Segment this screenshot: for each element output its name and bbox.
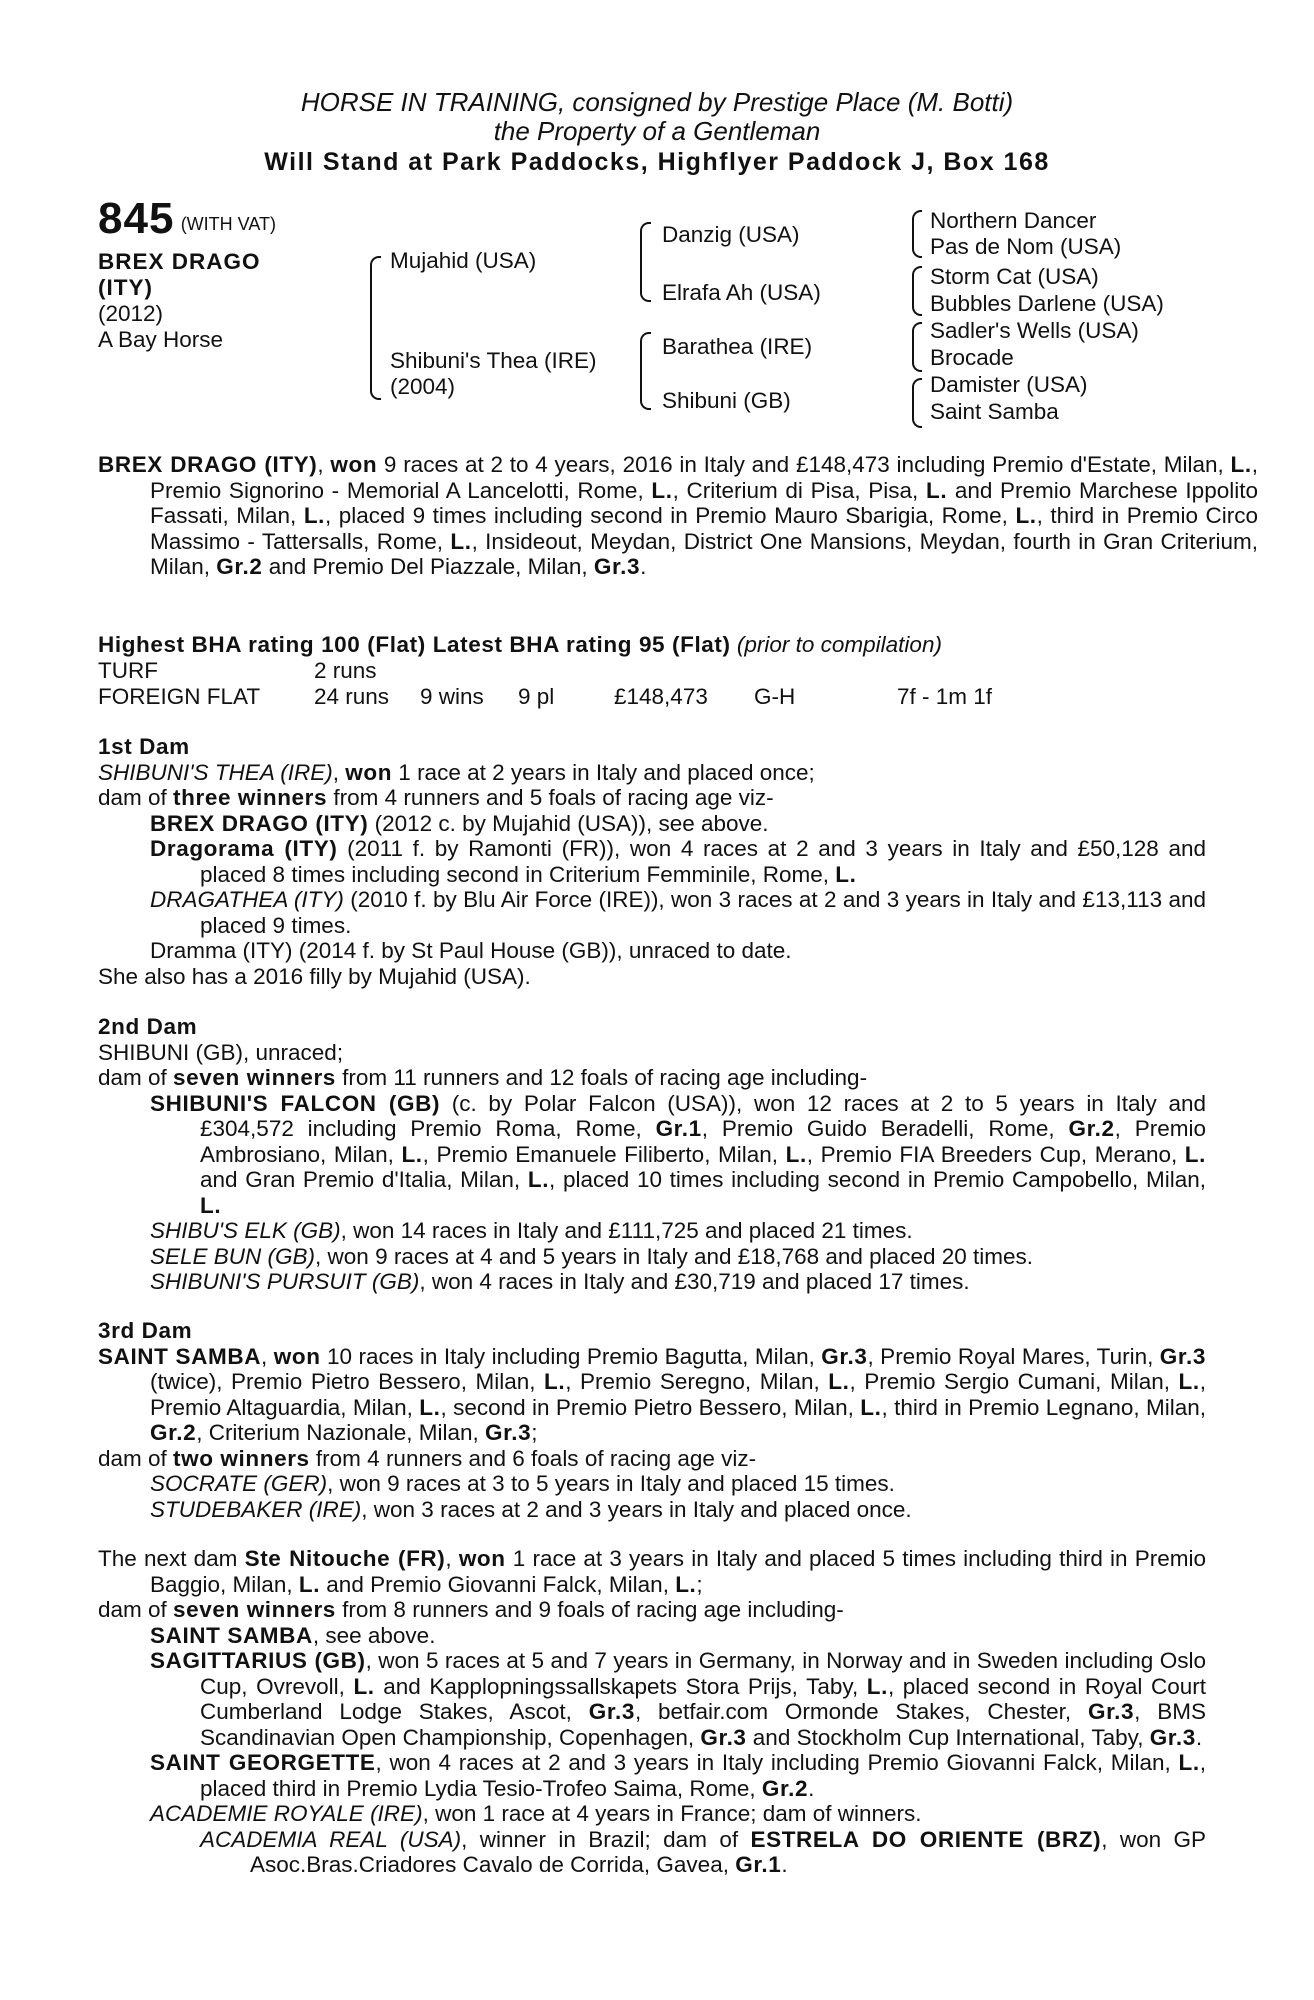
- text-run: L.: [544, 1369, 566, 1394]
- text-run: SAGITTARIUS (GB): [150, 1648, 366, 1673]
- pedigree-brace: [912, 266, 922, 316]
- paragraph: [150, 1648, 1206, 1750]
- sire-dam: Elrafa Ah (USA): [662, 280, 821, 305]
- text-run: Gr.3: [821, 1343, 868, 1369]
- text-run: Gr.3: [588, 1699, 635, 1724]
- paragraph: [150, 1218, 1206, 1244]
- text-run: , BMS Scandinavian Open Championship, Copenhagen,: [200, 1699, 1206, 1750]
- paragraph: [150, 1244, 1206, 1270]
- text-run: SAINT GEORGETTE: [150, 1750, 376, 1775]
- text-run: from 4 runners and 6 foals of racing age viz-: [309, 1445, 757, 1471]
- property-line: the Property of a Gentleman: [493, 116, 821, 146]
- text-run: , second in Premio Pietro Bessero, Milan,: [440, 1394, 861, 1420]
- text-run: , won GP Asoc.Bras.Criadores Cavalo de Corrida, Gavea,: [250, 1826, 1207, 1877]
- text-run: (2010 f. by Blu Air Force (IRE)), won 3 races at 2 and 3 years in Italy and £13,113 and placed 9 times.: [200, 887, 1206, 938]
- text-run: L.: [1178, 1750, 1200, 1775]
- lot-info: [98, 194, 368, 353]
- text-run: , Premio Signorino - Memorial A Lancelotti, Rome,: [150, 452, 1258, 503]
- text-run: ,: [445, 1546, 459, 1571]
- text-run: L.: [860, 1394, 882, 1420]
- text-run: and Premio Del Piazzale, Milan,: [262, 554, 594, 579]
- sire: Mujahid (USA): [390, 248, 537, 273]
- text-run: , placed second in Royal Court Cumberland Lodge Stakes, Ascot,: [200, 1673, 1206, 1724]
- text-run: , see above.: [312, 1622, 436, 1648]
- text-run: L.: [353, 1673, 375, 1699]
- text-run: , Premio Royal Mares, Turin,: [867, 1343, 1160, 1369]
- text-run: dam of: [98, 1065, 174, 1090]
- text-run: , third in Premio Legnano, Milan,: [881, 1394, 1206, 1420]
- foaling-year: (2012): [98, 301, 164, 326]
- text-run: dam of: [98, 1597, 174, 1622]
- pedigree-ss-sire: Northern Dancer: [930, 208, 1097, 233]
- text-run: (2011 f. by Ramonti (FR)), won 4 races at 2 and 3 years in Italy and £50,128 and placed 8 times including second in Criterium Femminile, Rome,: [200, 836, 1206, 887]
- text-run: L.: [419, 1394, 441, 1420]
- record-wins: 9 wins: [420, 684, 484, 709]
- next-dam-section: [98, 1546, 1206, 1878]
- text-run: , won 5 races at 5 and 7 years in Germany, in Norway and in Sweden including Oslo Cup, Ovrevoll,: [200, 1648, 1206, 1699]
- dam: Shibuni's Thea (IRE): [390, 348, 597, 373]
- text-run: , Premio Guido Beradelli, Rome,: [701, 1116, 1069, 1141]
- paragraph: [150, 1497, 1206, 1523]
- text-run: L.: [651, 477, 673, 503]
- text-run: , placed 9 times including second in Premio Mauro Sbarigia, Rome,: [325, 503, 1016, 528]
- text-run: L.: [785, 1141, 807, 1167]
- record-going: G-H: [754, 684, 796, 709]
- text-run: , Insideout, Meydan, District One Mansions, Meydan, fourth in Gran Criterium, Milan,: [150, 528, 1258, 579]
- paragraph: [150, 836, 1206, 887]
- text-run: .: [1195, 1724, 1203, 1750]
- record-runs: 24 runs: [314, 684, 390, 709]
- dam-sire: Barathea (IRE): [662, 334, 813, 359]
- text-run: L.: [1230, 452, 1252, 477]
- dam-year: (2004): [390, 374, 456, 399]
- text-run: .: [640, 554, 647, 579]
- race-summary: [98, 452, 1258, 580]
- text-run: SHIBU'S ELK (GB): [150, 1218, 341, 1243]
- text-run: ,: [332, 759, 346, 785]
- text-run: (prior to compilation): [736, 632, 942, 657]
- horse-country: (ITY): [98, 275, 153, 300]
- paragraph: [150, 1091, 1206, 1219]
- text-run: L.: [925, 477, 948, 503]
- paragraph: [98, 785, 1206, 811]
- dam-dam: Shibuni (GB): [662, 388, 791, 413]
- text-run: She also has a 2016 filly by Mujahid (USA).: [98, 963, 531, 989]
- text-run: seven winners: [173, 1065, 336, 1090]
- text-run: Gr.3: [1159, 1343, 1206, 1369]
- text-run: , won 9 races at 3 to 5 years in Italy and placed 15 times.: [327, 1471, 895, 1496]
- text-run: L.: [1178, 1369, 1200, 1394]
- text-run: 1 race at 3 years in Italy and placed 5 times including third in Premio Baggio, Milan,: [150, 1546, 1206, 1597]
- text-run: , betfair.com Ormonde Stakes, Chester,: [634, 1699, 1088, 1724]
- text-run: ;: [696, 1571, 703, 1597]
- text-run: , won 1 race at 4 years in France; dam of winners.: [422, 1801, 922, 1826]
- paragraph: [150, 1801, 1206, 1827]
- third-dam-section: [98, 1318, 1206, 1522]
- text-run: STUDEBAKER (IRE): [150, 1496, 362, 1522]
- text-run: three winners: [173, 785, 328, 810]
- text-run: ;: [531, 1420, 538, 1445]
- text-run: , won 9 races at 4 and 5 years in Italy and £18,768 and placed 20 times.: [315, 1243, 1034, 1269]
- text-run: .: [808, 1775, 815, 1801]
- text-run: L.: [298, 1571, 321, 1597]
- text-run: , won 14 races in Italy and £111,725 and placed 21 times.: [340, 1218, 913, 1243]
- text-run: from 11 runners and 12 foals of racing age including-: [335, 1065, 868, 1090]
- text-run: and Kapplopningssallskapets Stora Prijs, Taby,: [374, 1673, 867, 1699]
- text-run: , placed 10 times including second in Premio Campobello, Milan,: [549, 1167, 1206, 1192]
- pedigree-ds-sire: Sadler's Wells (USA): [930, 318, 1139, 343]
- paragraph: [150, 938, 1206, 964]
- text-run: , won 4 races in Italy and £30,719 and placed 17 times.: [419, 1269, 970, 1294]
- text-run: BREX DRAGO (ITY): [150, 810, 369, 836]
- text-run: and Gran Premio d'Italia, Milan,: [200, 1167, 528, 1192]
- paragraph: [150, 887, 1206, 938]
- text-run: Gr.2: [1068, 1116, 1115, 1141]
- pedigree-brace: [640, 332, 651, 410]
- text-run: L.: [1184, 1141, 1206, 1167]
- text-run: ESTRELA DO ORIENTE (BRZ): [750, 1826, 1102, 1852]
- pedigree-dd-dam: Saint Samba: [930, 399, 1059, 424]
- text-run: seven winners: [173, 1597, 336, 1622]
- paragraph: [200, 1827, 1206, 1878]
- pedigree-sd-sire: Storm Cat (USA): [930, 264, 1099, 289]
- text-run: SHIBUNI'S THEA (IRE): [98, 759, 333, 785]
- text-run: Ste Nitouche (FR): [244, 1546, 446, 1571]
- text-run: 9 races at 2 to 4 years, 2016 in Italy and £148,473 including Premio d'Estate, Milan,: [377, 452, 1231, 477]
- pedigree-sd-dam: Bubbles Darlene (USA): [930, 291, 1164, 316]
- text-run: and Stockholm Cup International, Taby,: [746, 1724, 1150, 1750]
- text-run: (twice), Premio Pietro Bessero, Milan,: [150, 1369, 545, 1394]
- text-run: L.: [450, 528, 472, 554]
- pedigree-brace: [912, 378, 922, 428]
- text-run: L.: [866, 1673, 888, 1699]
- text-run: 10 races in Italy including Premio Bagutta, Milan,: [320, 1343, 822, 1369]
- text-run: ACADEMIE ROYALE (IRE): [150, 1801, 423, 1826]
- text-run: , Premio Sergio Cumani, Milan,: [849, 1369, 1179, 1394]
- paragraph: [98, 1344, 1206, 1446]
- paragraph: [98, 1065, 1206, 1091]
- paragraph: [98, 1597, 1206, 1623]
- text-run: , Premio Seregno, Milan,: [565, 1369, 829, 1394]
- section-heading: 2nd Dam: [98, 1014, 198, 1039]
- text-run: ACADEMIA REAL (USA): [200, 1826, 462, 1852]
- text-run: from 4 runners and 5 foals of racing age viz-: [327, 785, 774, 810]
- text-run: BREX DRAGO (ITY): [98, 452, 318, 477]
- text-run: two winners: [173, 1445, 310, 1471]
- text-run: , placed third in Premio Lydia Tesio-Trofeo Saima, Rome,: [200, 1750, 1206, 1801]
- text-run: won: [330, 452, 378, 477]
- paragraph: [98, 760, 1206, 786]
- text-run: , won 4 races at 2 and 3 years in Italy including Premio Giovanni Falck, Milan,: [375, 1750, 1179, 1775]
- text-run: Gr.2: [216, 554, 263, 579]
- text-run: L.: [200, 1192, 222, 1218]
- paragraph: [150, 1471, 1206, 1497]
- text-run: , Premio FIA Breeders Cup, Merano,: [806, 1141, 1185, 1167]
- record-earnings: £148,473: [614, 684, 708, 709]
- vat-note: (WITH VAT): [180, 214, 276, 234]
- paragraph: [98, 1546, 1206, 1597]
- pedigree-dd-sire: Damister (USA): [930, 372, 1088, 397]
- text-run: Gr.1: [655, 1116, 702, 1141]
- text-run: and Premio Giovanni Falck, Milan,: [320, 1571, 676, 1597]
- section-heading: 3rd Dam: [98, 1318, 193, 1343]
- text-run: won: [345, 759, 393, 785]
- paragraph: [150, 1750, 1206, 1801]
- consignor-line: HORSE IN TRAINING, consigned by Prestige Place (M. Botti): [300, 87, 1014, 117]
- text-run: Gr.2: [761, 1775, 809, 1801]
- pedigree-brace: [370, 256, 381, 400]
- text-run: L.: [303, 503, 326, 528]
- paragraph: [150, 1623, 1206, 1649]
- section-heading: 1st Dam: [98, 734, 190, 759]
- text-run: , Criterium di Pisa, Pisa,: [672, 477, 926, 503]
- text-run: , Premio Ambrosiano, Milan,: [200, 1116, 1206, 1167]
- record-type: FOREIGN FLAT: [98, 684, 261, 709]
- text-run: Gr.2: [150, 1420, 197, 1445]
- text-run: L.: [1015, 503, 1037, 528]
- horse-description: A Bay Horse: [98, 327, 224, 352]
- text-run: ,: [261, 1343, 274, 1369]
- sire-sire: Danzig (USA): [662, 222, 800, 247]
- text-run: Highest BHA rating 100 (Flat) Latest BHA rating 95 (Flat): [98, 632, 731, 657]
- text-run: 1 race at 2 years in Italy and placed once;: [392, 759, 815, 785]
- text-run: .: [781, 1852, 788, 1877]
- text-run: L.: [835, 861, 857, 887]
- text-run: , won 3 races at 2 and 3 years in Italy and placed once.: [361, 1496, 912, 1522]
- text-run: Gr.3: [700, 1724, 747, 1750]
- pedigree-brace: [912, 210, 922, 258]
- text-run: and Premio Marchese Ippolito Fassati, Milan,: [150, 477, 1258, 528]
- text-run: (2012 c. by Mujahid (USA)), see above.: [368, 810, 769, 836]
- text-run: SHIBUNI'S FALCON (GB): [150, 1090, 441, 1116]
- first-dam-section: [98, 734, 1206, 989]
- lot-number: 845: [98, 194, 175, 243]
- text-run: , Premio Emanuele Filiberto, Milan,: [422, 1141, 786, 1167]
- text-run: SAINT SAMBA: [150, 1622, 313, 1648]
- text-run: Dragorama (ITY): [150, 836, 338, 861]
- text-run: SHIBUNI'S PURSUIT (GB): [150, 1269, 420, 1294]
- paragraph: [98, 964, 1206, 990]
- text-run: SAINT SAMBA: [98, 1343, 262, 1369]
- text-run: dam of: [98, 785, 174, 810]
- text-run: , winner in Brazil; dam of: [461, 1826, 751, 1852]
- paragraph: [98, 1446, 1206, 1472]
- text-run: L.: [675, 1571, 697, 1597]
- record-type: TURF: [98, 658, 158, 683]
- horse-name: BREX DRAGO: [98, 249, 261, 274]
- pedigree-brace: [640, 222, 651, 302]
- text-run: won: [458, 1546, 506, 1571]
- text-run: Gr.3: [1087, 1699, 1135, 1724]
- text-run: Dramma (ITY) (2014 f. by St Paul House (GB)), unraced to date.: [150, 938, 792, 963]
- pedigree-ss-dam: Pas de Nom (USA): [930, 234, 1122, 259]
- record-runs: 2 runs: [314, 658, 377, 683]
- record-placed: 9 pl: [518, 684, 555, 709]
- text-run: Gr.3: [593, 554, 641, 579]
- stable-location-line: Will Stand at Park Paddocks, Highflyer Paddock J, Box 168: [264, 148, 1050, 176]
- text-run: Gr.1: [735, 1852, 782, 1877]
- text-run: SOCRATE (GER): [150, 1471, 328, 1496]
- bha-rating: [98, 632, 1206, 658]
- paragraph: [150, 1269, 1206, 1295]
- text-run: Gr.3: [485, 1420, 532, 1445]
- pedigree-brace: [912, 322, 922, 372]
- text-run: , third in Premio Circo Massimo - Tattersalls, Rome,: [150, 503, 1258, 554]
- text-run: ,: [317, 452, 331, 477]
- pedigree-ds-dam: Brocade: [930, 345, 1014, 370]
- text-run: , Premio Altaguardia, Milan,: [150, 1369, 1206, 1420]
- record-distance: 7f - 1m 1f: [897, 684, 993, 709]
- text-run: L.: [828, 1369, 850, 1394]
- text-run: (c. by Polar Falcon (USA)), won 12 races at 2 to 5 years in Italy and £304,572 including Premio Roma, Rome,: [200, 1090, 1206, 1141]
- text-run: from 8 runners and 9 foals of racing age including-: [335, 1597, 844, 1622]
- text-run: The next dam: [98, 1546, 245, 1571]
- text-run: DRAGATHEA (ITY): [150, 887, 344, 912]
- text-run: L.: [527, 1167, 550, 1192]
- text-run: SELE BUN (GB): [150, 1243, 316, 1269]
- second-dam-section: [98, 1014, 1206, 1295]
- text-run: won: [273, 1343, 321, 1369]
- text-run: L.: [401, 1141, 423, 1167]
- paragraph: [150, 811, 1206, 837]
- paragraph: [98, 1040, 1206, 1066]
- text-run: SHIBUNI (GB), unraced;: [98, 1039, 344, 1065]
- text-run: Gr.3: [1149, 1724, 1196, 1750]
- text-run: , Criterium Nazionale, Milan,: [196, 1420, 486, 1445]
- text-run: dam of: [98, 1445, 174, 1471]
